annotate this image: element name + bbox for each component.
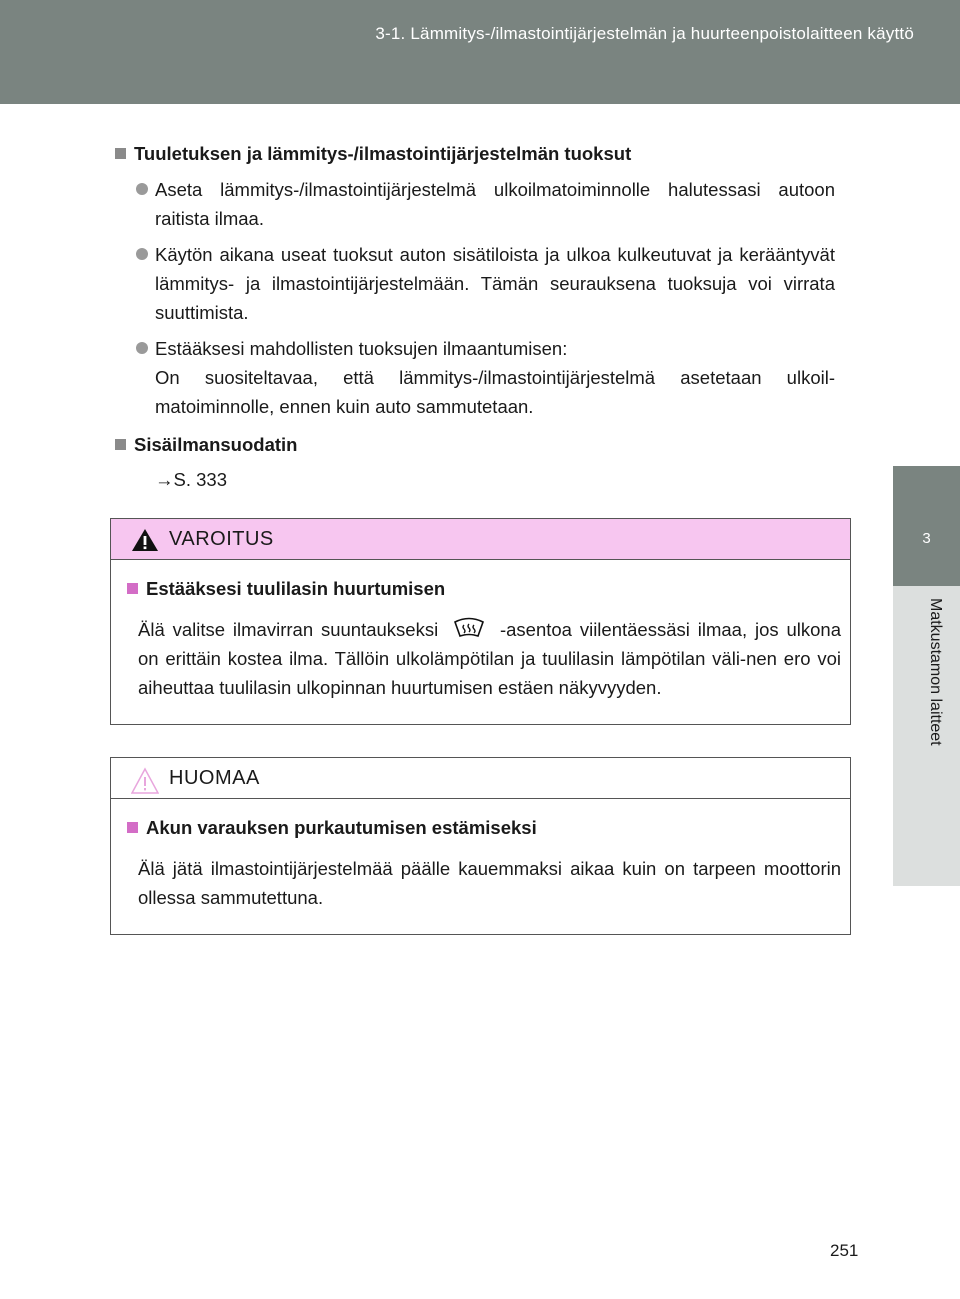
warning-heading: VAROITUS bbox=[169, 528, 274, 550]
warning-body bbox=[111, 560, 850, 724]
list-item: Estääksesi mahdollisten tuoksujen ilmaantumisen: On suositeltavaa, että lämmitys-/ilmastointijärjestelmä asetetaan ulkoil-matoiminnolle, ennen kuin auto sammutetaan. bbox=[115, 334, 835, 421]
chapter-title: 3-1. Lämmitys-/ilmastointijärjestelmän ja huurteenpoistolaitteen käyttö bbox=[375, 24, 914, 43]
square-bullet-icon bbox=[115, 439, 126, 450]
notice-body bbox=[111, 799, 850, 934]
bullet-dot-icon bbox=[136, 183, 148, 195]
bullet-dot-icon bbox=[136, 248, 148, 260]
section-heading: Sisäilmansuodatin bbox=[115, 431, 835, 459]
warning-header bbox=[111, 519, 850, 560]
caution-outline-triangle-icon bbox=[131, 767, 159, 795]
section-odors bbox=[115, 140, 835, 494]
square-bullet-icon bbox=[127, 822, 138, 833]
bullet-dot-icon bbox=[136, 342, 148, 354]
notice-heading: HUOMAA bbox=[169, 767, 260, 789]
chapter-number: 3 bbox=[922, 530, 931, 547]
warning-subtitle: Estääksesi tuulilasin huurtumisen bbox=[127, 574, 841, 603]
section-heading: Tuuletuksen ja lämmitys-/ilmastointijärjestelmän tuoksut bbox=[115, 140, 835, 168]
windshield-defroster-icon bbox=[452, 616, 486, 642]
warning-box bbox=[110, 518, 851, 725]
page-number: 251 bbox=[830, 1241, 859, 1260]
notice-subtitle: Akun varauksen purkautumisen estämiseksi bbox=[127, 813, 841, 842]
square-bullet-icon bbox=[115, 148, 126, 159]
notice-text: Älä jätä ilmastointijärjestelmää päälle kauemmaksi aikaa kuin on tarpeen moottorin ollessa sammutettuna. bbox=[138, 858, 841, 908]
notice-box bbox=[110, 757, 851, 935]
notice-header bbox=[111, 758, 850, 799]
list-item: Käytön aikana useat tuoksut auton sisätiloista ja ulkoa kulkeutuvat ja kerääntyvät lämmitys- ja ilmastointijärjestelmään. Tämän seurauksena tuoksuja voi virrata suuttimista. bbox=[115, 240, 835, 327]
page-reference[interactable]: →S. 333 bbox=[155, 469, 227, 490]
page-header bbox=[0, 0, 960, 104]
list-item: Aseta lämmitys-/ilmastointijärjestelmä ulkoilmatoiminnolle halutessasi autoon raitista ilmaa. bbox=[115, 175, 835, 233]
chapter-tab bbox=[893, 466, 960, 586]
chapter-label: Matkustamon laitteet bbox=[927, 598, 944, 746]
warning-triangle-icon bbox=[131, 528, 159, 552]
square-bullet-icon bbox=[127, 583, 138, 594]
warning-text: Älä valitse ilmavirran suuntaukseksi -asentoa viilentäessäsi ilmaa, jos ulkona on erittäin kostea ilma. Tällöin ulkolämpötilan ja tuulilasin lämpötilan väli-nen ero voi aiheuttaa tuulilasin ulkopinnan huurtumisen estäen näkyvyyden. bbox=[138, 615, 841, 702]
